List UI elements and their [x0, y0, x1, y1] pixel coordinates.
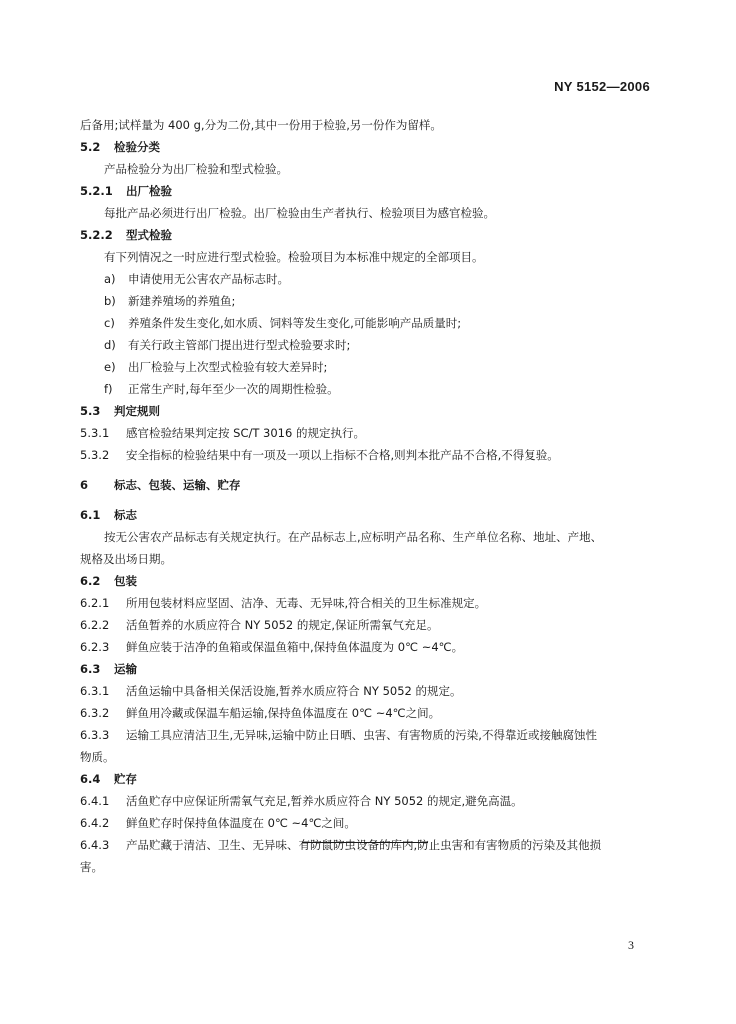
section-heading [80, 768, 650, 790]
paragraph-line [80, 422, 650, 444]
section-number: 5.3.1 [80, 426, 110, 440]
section-heading [80, 658, 650, 680]
paragraph-line [80, 444, 650, 466]
list-item [80, 378, 650, 400]
line-text: 正常生产时,每年至少一次的周期性检验。 [128, 382, 339, 396]
line-text: 感官检验结果判定按 SC/T 3016 的规定执行。 [126, 426, 365, 440]
list-item [80, 290, 650, 312]
list-item [80, 356, 650, 378]
list-marker: b) [104, 294, 116, 308]
line-text: 有关行政主管部门提出进行型式检验要求时; [128, 338, 351, 352]
list-marker: a) [104, 272, 116, 286]
section-heading [80, 400, 650, 422]
line-text: 标志、包装、运输、贮存 [114, 478, 241, 492]
paragraph-line [80, 636, 650, 658]
document-body [80, 114, 650, 878]
list-item [80, 312, 650, 334]
paragraph-line [80, 246, 650, 268]
paragraph-line [80, 724, 650, 746]
line-text: 检验分类 [114, 140, 160, 154]
section-heading [80, 570, 650, 592]
line-text: 新建养殖场的养殖鱼; [128, 294, 236, 308]
section-number: 5.3 [80, 404, 101, 418]
section-heading [80, 504, 650, 526]
paragraph-line [80, 812, 650, 834]
page-number: 3 [628, 938, 634, 952]
section-number: 5.2.2 [80, 228, 113, 242]
paragraph-line [80, 548, 650, 570]
line-text: 每批产品必须进行出厂检验。出厂检验由生产者执行、检验项目为感官检验。 [104, 206, 495, 220]
section-number: 6.4.1 [80, 794, 110, 808]
paragraph-line [80, 790, 650, 812]
list-marker: c) [104, 316, 115, 330]
list-item [80, 334, 650, 356]
section-number: 6.4.2 [80, 816, 110, 830]
section-number: 6.4 [80, 772, 101, 786]
line-text: 规格及出场日期。 [80, 552, 172, 566]
section-number: 6.3.1 [80, 684, 110, 698]
paragraph-line [80, 114, 650, 136]
paragraph-line [80, 592, 650, 614]
section-number: 6.3.2 [80, 706, 110, 720]
line-text: 鲜鱼用冷藏或保温车船运输,保持鱼体温度在 0℃ ~4℃之间。 [126, 706, 441, 720]
line-text: 判定规则 [114, 404, 160, 418]
standard-number: NY 5152—2006 [554, 79, 650, 94]
line-text: 所用包装材料应坚固、洁净、无毒、无异味,符合相关的卫生标准规定。 [126, 596, 487, 610]
section-number: 5.2 [80, 140, 101, 154]
paragraph-line [80, 158, 650, 180]
line-text: 产品检验分为出厂检验和型式检验。 [104, 162, 288, 176]
section-number: 6.2.3 [80, 640, 110, 654]
line-text: 养殖条件发生变化,如水质、饲料等发生变化,可能影响产品质量时; [128, 316, 462, 330]
section-number: 6.4.3 [80, 838, 110, 852]
line-text: 贮存 [114, 772, 137, 786]
line-text: 出厂检验 [126, 184, 172, 198]
line-text: 型式检验 [126, 228, 172, 242]
list-item [80, 268, 650, 290]
line-text: 申请使用无公害农产品标志时。 [128, 272, 289, 286]
section-number: 5.3.2 [80, 448, 110, 462]
line-text: 安全指标的检验结果中有一项及一项以上指标不合格,则判本批产品不合格,不得复验。 [126, 448, 559, 462]
line-text: 活鱼运输中具备相关保活设施,暂养水质应符合 NY 5052 的规定。 [126, 684, 462, 698]
paragraph-line [80, 856, 650, 878]
line-text: 鲜鱼应装于洁净的鱼箱或保温鱼箱中,保持鱼体温度为 0℃ ~4℃。 [126, 640, 464, 654]
section-heading [80, 224, 650, 246]
section-number: 5.2.1 [80, 184, 113, 198]
line-text: 活鱼暂养的水质应符合 NY 5052 的规定,保证所需氧气充足。 [126, 618, 439, 632]
line-text: 产品贮藏于清洁、卫生、无异味、有防鼠防虫设备的库内,防止虫害和有害物质的污染及其他损 [126, 838, 602, 852]
paragraph-line [80, 702, 650, 724]
line-text: 害。 [80, 860, 103, 874]
section-heading [80, 180, 650, 202]
paragraph-line [80, 526, 650, 548]
section-number: 6 [80, 478, 89, 492]
section-number: 6.2.1 [80, 596, 110, 610]
line-text: 后备用;试样量为 400 g,分为二份,其中一份用于检验,另一份作为留样。 [80, 118, 442, 132]
chapter-heading [80, 474, 650, 496]
line-text: 标志 [114, 508, 137, 522]
line-text: 物质。 [80, 750, 115, 764]
paragraph-line [80, 834, 650, 856]
list-marker: f) [104, 382, 113, 396]
list-marker: e) [104, 360, 116, 374]
paragraph-line [80, 202, 650, 224]
end-rule [302, 842, 428, 843]
section-number: 6.1 [80, 508, 101, 522]
line-text: 包装 [114, 574, 137, 588]
line-text: 活鱼贮存中应保证所需氧气充足,暂养水质应符合 NY 5052 的规定,避免高温。 [126, 794, 523, 808]
section-heading [80, 136, 650, 158]
paragraph-line [80, 746, 650, 768]
section-number: 6.2 [80, 574, 101, 588]
line-text: 鲜鱼贮存时保持鱼体温度在 0℃ ~4℃之间。 [126, 816, 356, 830]
line-text: 运输工具应清洁卫生,无异味,运输中防止日晒、虫害、有害物质的污染,不得靠近或接触腐蚀性 [126, 728, 597, 742]
list-marker: d) [104, 338, 116, 352]
paragraph-line [80, 614, 650, 636]
line-text: 运输 [114, 662, 137, 676]
line-text: 有下列情况之一时应进行型式检验。检验项目为本标准中规定的全部项目。 [104, 250, 484, 264]
line-text: 出厂检验与上次型式检验有较大差异时; [128, 360, 328, 374]
paragraph-line [80, 680, 650, 702]
section-number: 6.3.3 [80, 728, 110, 742]
line-text: 按无公害农产品标志有关规定执行。在产品标志上,应标明产品名称、生产单位名称、地址、产地、 [104, 530, 603, 544]
section-number: 6.2.2 [80, 618, 110, 632]
section-number: 6.3 [80, 662, 101, 676]
